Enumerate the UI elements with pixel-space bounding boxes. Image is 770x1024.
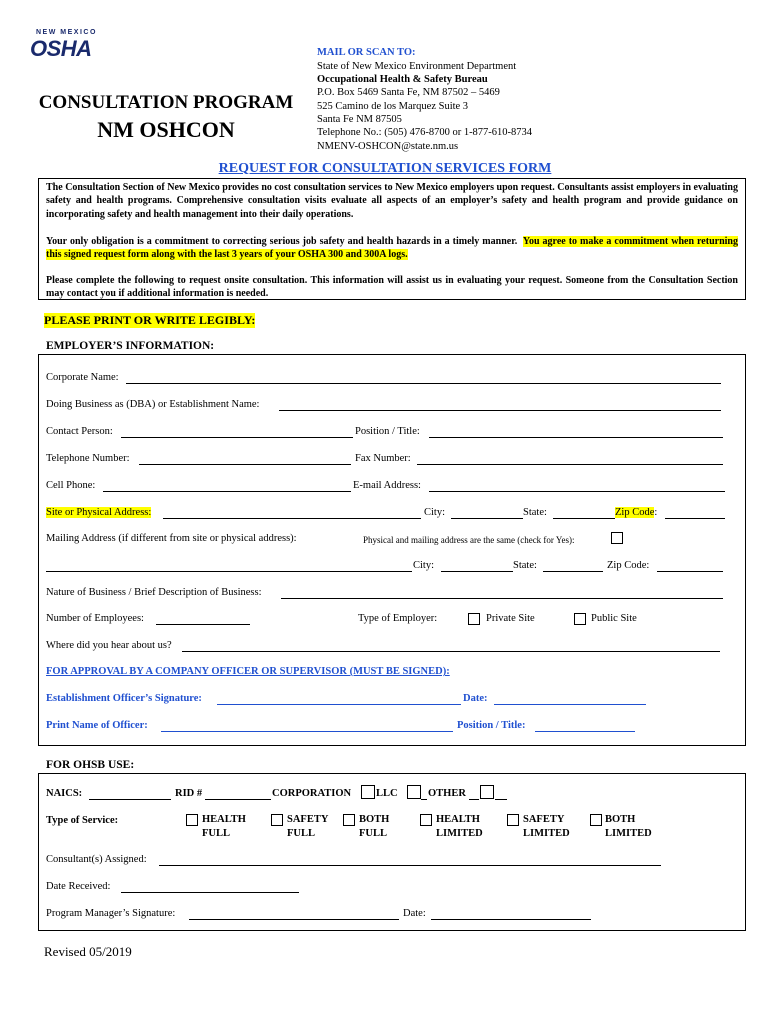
officer-name-label: Print Name of Officer: xyxy=(46,720,148,731)
service-label: FULL xyxy=(287,828,316,839)
service-label: BOTH xyxy=(605,814,636,825)
where-heard-label: Where did you hear about us? xyxy=(46,640,172,651)
nature-of-business-field[interactable] xyxy=(281,598,723,599)
city-field[interactable] xyxy=(451,518,523,519)
address-line: Occupational Health & Safety Bureau xyxy=(317,74,488,85)
num-employees-label: Number of Employees: xyxy=(46,613,144,624)
obligation-text: Your only obligation is a commitment to correcting serious job safety and health hazards in a timely manner. xyxy=(46,236,518,247)
intro-paragraph-2 xyxy=(46,235,738,262)
zip2-field[interactable] xyxy=(657,571,723,572)
type-of-service-label: Type of Service: xyxy=(46,815,119,826)
consultants-label: Consultant(s) Assigned: xyxy=(46,854,147,865)
mailing-address-label: Mailing Address (if different from site or physical address): xyxy=(46,533,297,544)
intro-paragraph-1: The Consultation Section of New Mexico provides no cost consultation services to New Mexico employers upon request. Consultants assist employers in evaluating safety and health programs. Comprehensive consultation visits evaluate all aspects of an employer’s safety and health program and provide guidance on incorporating safety and health management into their daily operations. xyxy=(46,182,738,220)
approval-date-field[interactable] xyxy=(494,704,646,705)
print-legibly-notice: PLEASE PRINT OR WRITE LEGIBLY: xyxy=(44,313,256,327)
pm-signature-field[interactable] xyxy=(189,919,399,920)
telephone-label: Telephone Number: xyxy=(46,453,130,464)
zip2-label: Zip Code: xyxy=(607,560,650,571)
officer-signature-label: Establishment Officer’s Signature: xyxy=(46,693,202,704)
commitment-highlight: You agree to make a commitment when returning this signed request form along with the last 3 years of your OSHA 300 and 300A logs. xyxy=(46,236,738,261)
service-label: LIMITED xyxy=(436,828,483,839)
llc-underline xyxy=(421,799,427,800)
ohsb-heading: FOR OHSB USE: xyxy=(46,759,135,771)
zip-label xyxy=(615,507,657,518)
service-label: LIMITED xyxy=(523,828,570,839)
intro-box xyxy=(38,178,746,300)
address-line: P.O. Box 5469 Santa Fe, NM 87502 – 5469 xyxy=(317,87,500,98)
cell-phone-field[interactable] xyxy=(103,491,351,492)
naics-field[interactable] xyxy=(89,799,171,800)
safety-limited-checkbox[interactable] xyxy=(507,814,519,826)
public-site-checkbox[interactable] xyxy=(574,613,586,625)
city-label: City: xyxy=(424,507,446,518)
address-line: 525 Camino de los Marquez Suite 3 xyxy=(317,101,469,112)
service-label: SAFETY xyxy=(523,814,565,825)
address-line: State of New Mexico Environment Department xyxy=(317,61,517,72)
corporation-checkbox[interactable] xyxy=(361,785,375,799)
mailing-address-field[interactable] xyxy=(46,571,412,572)
state2-label: State: xyxy=(513,560,537,571)
dba-label: Doing Business as (DBA) or Establishment Name: xyxy=(46,399,260,410)
officer-name-field[interactable] xyxy=(161,731,453,732)
email-address: NMENV-OSHCON@state.nm.us xyxy=(317,141,459,152)
position-title-label: Position / Title: xyxy=(355,426,420,437)
email-field[interactable] xyxy=(429,491,725,492)
osha-logo: OSHA xyxy=(30,36,92,61)
pm-date-label: Date: xyxy=(403,908,426,919)
fax-label: Fax Number: xyxy=(355,453,411,464)
other-underline-2 xyxy=(495,799,507,800)
zip-colon: : xyxy=(654,507,658,518)
rid-label: RID # xyxy=(175,788,203,799)
address-line: Santa Fe NM 87505 xyxy=(317,114,402,125)
corporate-name-label: Corporate Name: xyxy=(46,372,119,383)
both-limited-checkbox[interactable] xyxy=(590,814,602,826)
private-site-label: Private Site xyxy=(486,613,535,624)
service-label: FULL xyxy=(202,828,231,839)
service-label: BOTH xyxy=(359,814,390,825)
city2-label: City: xyxy=(413,560,435,571)
position-title-field[interactable] xyxy=(429,437,723,438)
program-subtitle: NM OSHCON xyxy=(97,117,235,142)
pm-signature-label: Program Manager’s Signature: xyxy=(46,908,176,919)
officer-position-field[interactable] xyxy=(535,731,635,732)
contact-person-label: Contact Person: xyxy=(46,426,113,437)
site-address-field[interactable] xyxy=(163,518,421,519)
service-label: HEALTH xyxy=(436,814,480,825)
intro-paragraph-3: Please complete the following to request onsite consultation. This information will assist us in evaluating your request. Someone from the Consultation Section may contact you if additional information is needed. xyxy=(46,275,738,300)
service-label: FULL xyxy=(359,828,388,839)
nature-of-business-label: Nature of Business / Brief Description of Business: xyxy=(46,587,262,598)
rid-field[interactable] xyxy=(205,799,271,800)
site-address-label: Site or Physical Address: xyxy=(46,507,152,518)
contact-person-field[interactable] xyxy=(121,437,353,438)
employer-info-box xyxy=(38,354,746,746)
date-received-field[interactable] xyxy=(121,892,299,893)
email-label: E-mail Address: xyxy=(353,480,421,491)
naics-label: NAICS: xyxy=(46,788,83,799)
ohsb-use-box xyxy=(38,773,746,931)
approval-heading: FOR APPROVAL BY A COMPANY OFFICER OR SUPERVISOR (MUST BE SIGNED): xyxy=(46,666,450,677)
same-address-label: Physical and mailing address are the same (check for Yes): xyxy=(363,535,575,545)
state2-field[interactable] xyxy=(543,571,603,572)
corporation-label: CORPORATION xyxy=(272,788,352,799)
consultants-field[interactable] xyxy=(159,865,661,866)
revised-date: Revised 05/2019 xyxy=(44,944,132,959)
health-limited-checkbox[interactable] xyxy=(420,814,432,826)
cell-phone-label: Cell Phone: xyxy=(46,480,96,491)
other-label: OTHER xyxy=(428,788,466,799)
service-label: LIMITED xyxy=(605,828,652,839)
mail-header: MAIL OR SCAN TO: xyxy=(317,47,416,58)
num-employees-field[interactable] xyxy=(156,624,250,625)
address-line: Telephone No.: (505) 476-8700 or 1-877-610-8734 xyxy=(317,127,533,138)
officer-position-label: Position / Title: xyxy=(457,720,526,731)
employer-info-heading: EMPLOYER’S INFORMATION: xyxy=(46,340,215,352)
officer-signature-field[interactable] xyxy=(217,704,461,705)
same-address-checkbox[interactable] xyxy=(611,532,623,544)
llc-checkbox[interactable] xyxy=(407,785,421,799)
program-title: CONSULTATION PROGRAM xyxy=(38,92,294,113)
both-full-checkbox[interactable] xyxy=(343,814,355,826)
form-title: REQUEST FOR CONSULTATION SERVICES FORM xyxy=(218,161,552,176)
llc-label: LLC xyxy=(376,788,398,799)
service-label: HEALTH xyxy=(202,814,246,825)
zip-highlight: Zip Code xyxy=(615,507,655,518)
other-underline-1 xyxy=(469,799,479,800)
pm-date-field[interactable] xyxy=(431,919,591,920)
telephone-field[interactable] xyxy=(139,464,351,465)
fax-field[interactable] xyxy=(417,464,723,465)
dba-field[interactable] xyxy=(279,410,721,411)
employer-type-label: Type of Employer: xyxy=(358,613,438,624)
corporate-name-field[interactable] xyxy=(126,383,721,384)
state-label: State: xyxy=(523,507,547,518)
private-site-checkbox[interactable] xyxy=(468,613,480,625)
date-received-label: Date Received: xyxy=(46,881,111,892)
approval-date-label: Date: xyxy=(463,693,488,704)
other-checkbox[interactable] xyxy=(480,785,494,799)
city2-field[interactable] xyxy=(441,571,513,572)
health-full-checkbox[interactable] xyxy=(186,814,198,826)
safety-full-checkbox[interactable] xyxy=(271,814,283,826)
where-heard-field[interactable] xyxy=(182,651,720,652)
state-field[interactable] xyxy=(553,518,615,519)
service-label: SAFETY xyxy=(287,814,329,825)
logo-state-text: NEW MEXICO xyxy=(36,29,97,36)
zip-field[interactable] xyxy=(665,518,725,519)
public-site-label: Public Site xyxy=(591,613,637,624)
